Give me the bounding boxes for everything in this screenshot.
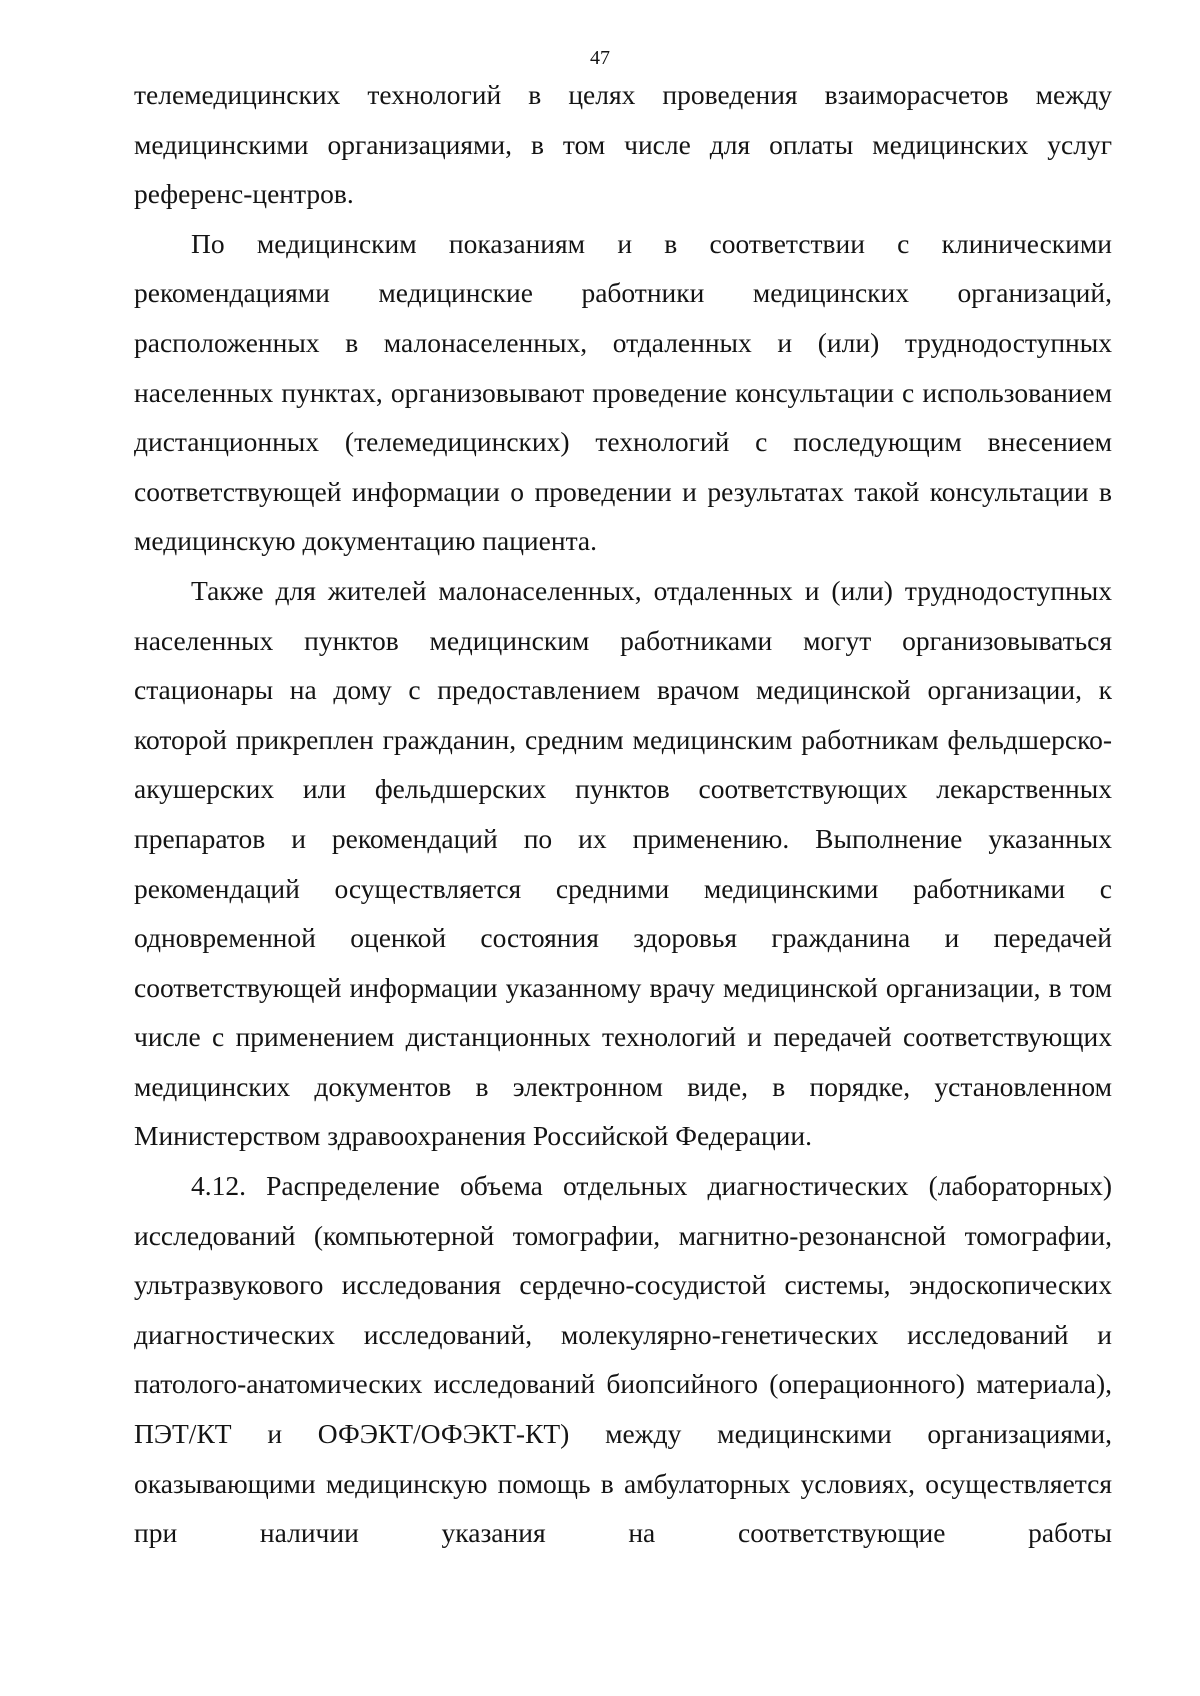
paragraph-teleconsultation: По медицинским показаниям и в соответствии с клиническими рекомендациями медицинские работники медицинских организаций, расположенных в малонаселенных, отдаленных и (или) труднодоступных населенных пунктах, организовывают проведение консультации с использованием дистанционных (телемедицинских) технологий с последующим внесением соответствующей информации о проведении и результатах такой консультации в медицинскую документацию пациента. — [134, 227, 1112, 557]
paragraph-home-hospitals: Также для жителей малонаселенных, отдаленных и (или) труднодоступных населенных пунктов медицинским работниками могут организовываться стационары на дому с предоставлением врачом медицинской организации, к которой прикреплен гражданин, средним медицинским работникам фельдшерско-акушерских или фельдшерских пунктов соответствующих лекарственных препаратов и рекомендаций по их применению. Выполнение указанных рекомендаций осуществляется средними медицинскими работниками с одновременной оценкой состояния здоровья гражданина и передачей соответствующей информации указанному врачу медицинской организации, в том числе с применением дистанционных технологий и передачей соответствующих медицинских документов в электронном виде, в порядке, установленном Министерством здравоохранения Российской Федерации. — [134, 574, 1112, 1152]
paragraph-section-4-12: 4.12. Распределение объема отдельных диагностических (лабораторных) исследований (компьютерной томографии, магнитно-резонансной томографии, ультразвукового исследования сердечно-сосудистой системы, эндоскопических диагностических исследований, молекулярно-генетических исследований и патолого-анатомических исследований биопсийного (операционного) материала), ПЭТ/КТ и ОФЭКТ/ОФЭКТ-КТ) между медицинскими организациями, оказывающими медицинскую помощь в амбулаторных условиях, осуществляется при наличии указания на соответствующие работы — [134, 1170, 1112, 1549]
paragraph-continuation: телемедицинских технологий в целях проведения взаиморасчетов между медицинскими организациями, в том числе для оплаты медицинских услуг референс-центров. — [134, 79, 1112, 210]
page-number: 47 — [590, 47, 610, 69]
document-body — [134, 70, 1112, 1558]
